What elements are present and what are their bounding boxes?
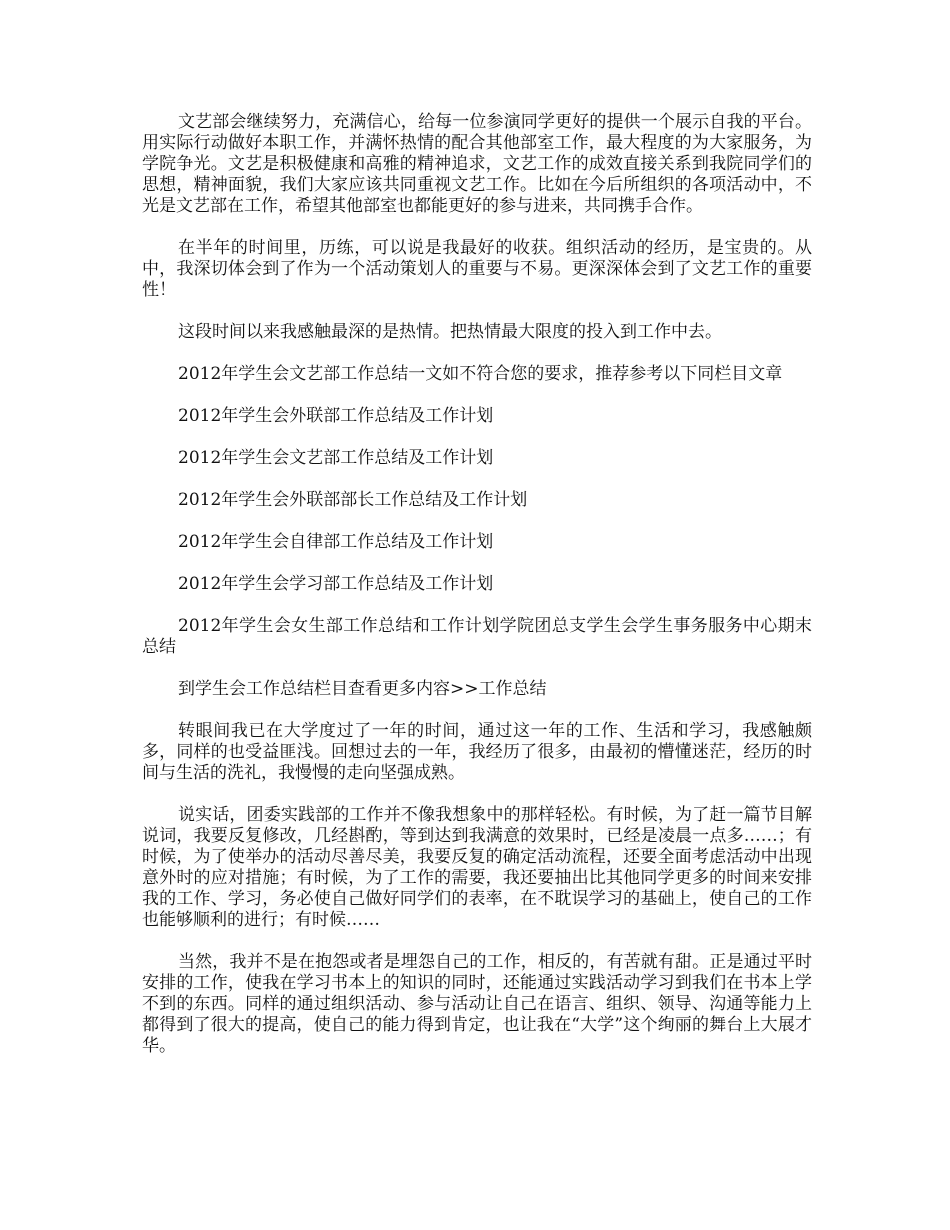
related-article-link[interactable]: 2012年学生会外联部部长工作总结及工作计划: [178, 490, 528, 510]
paragraph-recommendation-intro: 2012年学生会文艺部工作总结一文如不符合您的要求，推荐参考以下同栏目文章: [178, 364, 783, 384]
related-article-link[interactable]: 2012年学生会女生部工作总结和工作计划学院团总支学生会学生事务服务中心期末总结: [142, 616, 812, 657]
paragraph-gains: 当然，我并不是在抱怨或者是埋怨自己的工作，相反的，有苦就有甜。正是通过平时安排的工作，使我在学习书本上的知识的同时，还能通过实践活动学习到我们在书本上学不到的东西。同样的通过组织活动、参与活动让自己在语言、组织、领导、沟通等能力上都得到了很大的提高，使自己的能力得到肯定，也让我在“大学”这个绚丽的舞台上大展才华。: [142, 952, 812, 1056]
related-article-link[interactable]: 2012年学生会自律部工作总结及工作计划: [178, 532, 494, 552]
paragraph-practice-dept-work: 说实话，团委实践部的工作并不像我想象中的那样轻松。有时候，为了赶一篇节目解说词，我要反复修改，几经斟酌，等到达到我满意的效果时，已经是凌晨一点多……；有时候，为了使举办的活动尽善尽美，我要反复的确定活动流程，还要全面考虑活动中出现意外时的应对措施；有时候，为了工作的需要，我还要抽出比其他同学更多的时间来安排我的工作、学习，务必使自己做好同学们的表率，在不耽误学习的基础上，使自己的工作也能够顺利的进行；有时候……: [142, 805, 812, 930]
paragraph-enthusiasm: 这段时间以来我感触最深的是热情。把热情最大限度的投入到工作中去。: [178, 322, 722, 342]
related-article-link[interactable]: 2012年学生会学习部工作总结及工作计划: [178, 574, 494, 594]
related-article-link[interactable]: 2012年学生会文艺部工作总结及工作计划: [178, 448, 494, 468]
paragraph-half-year-experience: 在半年的时间里，历练，可以说是我最好的收获。组织活动的经历，是宝贵的。从中，我深切体会到了作为一个活动策划人的重要与不易。更深深体会到了文艺工作的重要性！: [142, 238, 812, 300]
document-body: [142, 112, 812, 1078]
more-content-link[interactable]: 到学生会工作总结栏目查看更多内容>>工作总结: [178, 679, 547, 699]
paragraph-arts-dept-commitment: 文艺部会继续努力，充满信心，给每一位参演同学更好的提供一个展示自我的平台。用实际行动做好本职工作，并满怀热情的配合其他部室工作，最大程度的为大家服务，为学院争光。文艺是积极健康和高雅的精神追求，文艺工作的成效直接关系到我院同学们的思想，精神面貌，我们大家应该共同重视文艺工作。比如在今后所组织的各项活动中，不光是文艺部在工作，希望其他部室也都能更好的参与进来，共同携手合作。: [142, 112, 812, 216]
paragraph-one-year-reflection: 转眼间我已在大学度过了一年的时间，通过这一年的工作、生活和学习，我感触颇多，同样的也受益匪浅。回想过去的一年，我经历了很多，由最初的懵懂迷茫，经历的时间与生活的洗礼，我慢慢的走向坚强成熟。: [142, 721, 812, 783]
related-article-link[interactable]: 2012年学生会外联部工作总结及工作计划: [178, 406, 494, 426]
